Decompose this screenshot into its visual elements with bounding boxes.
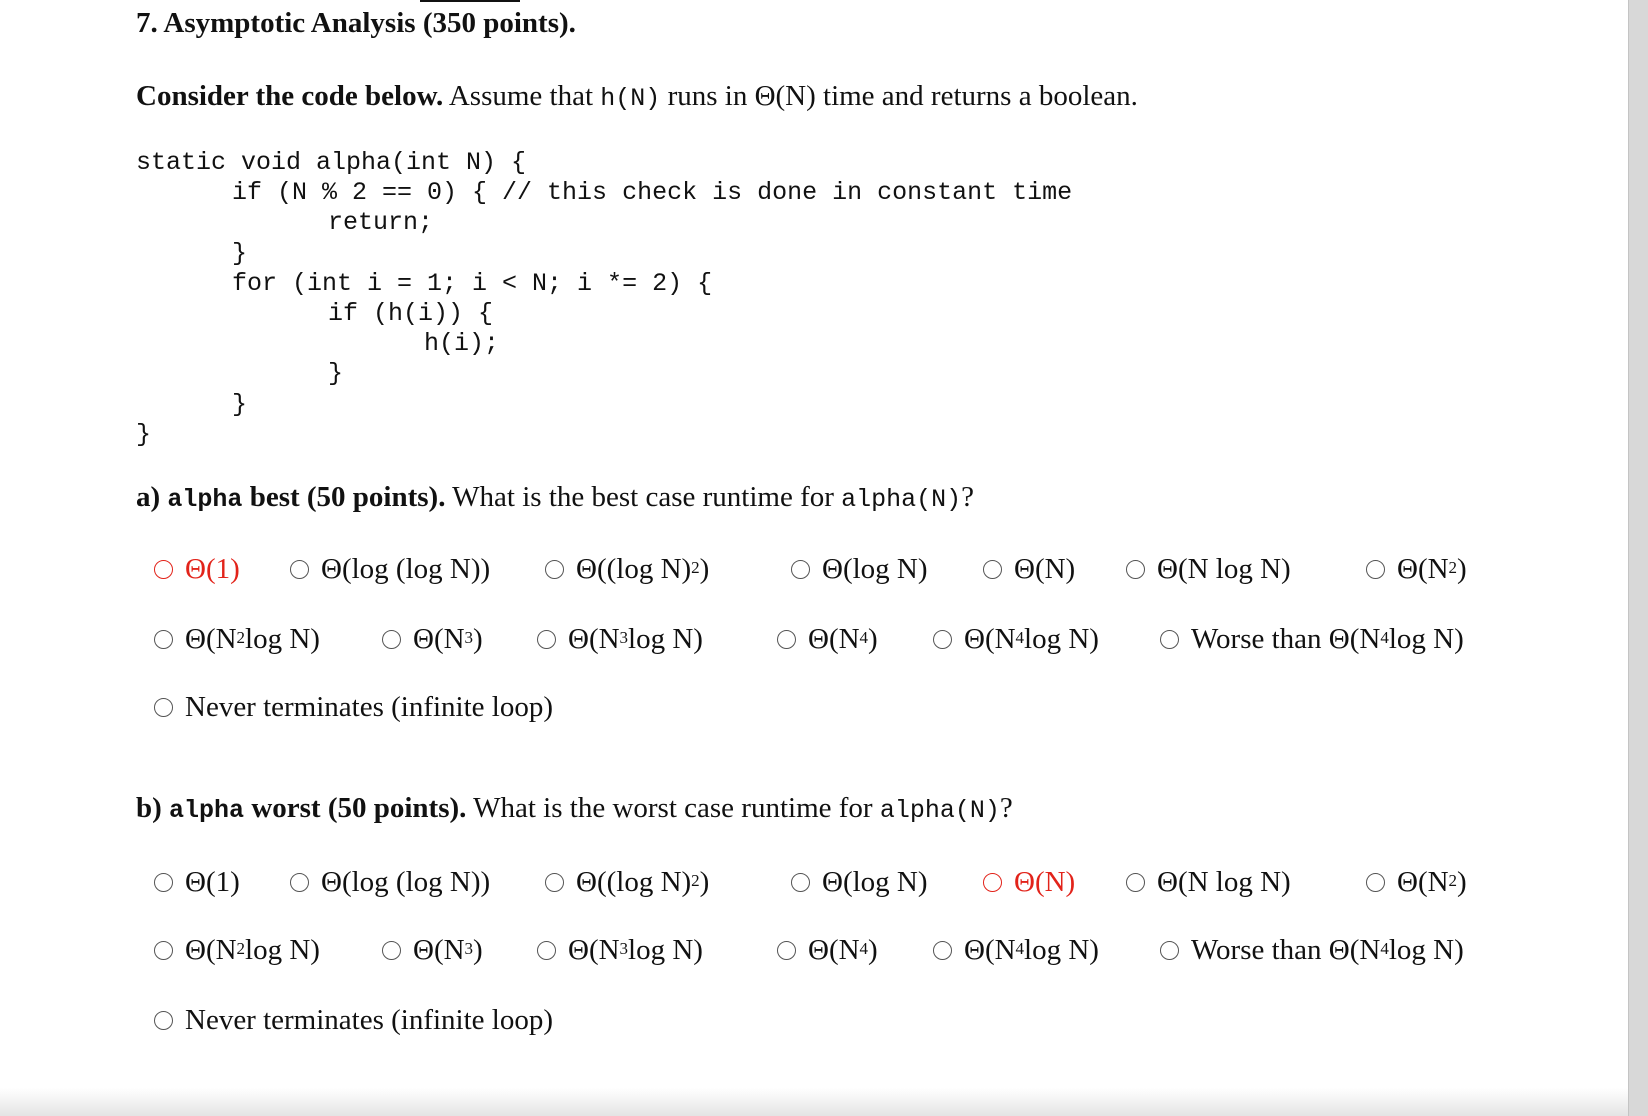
runtime-option[interactable] <box>290 553 490 586</box>
radio-button[interactable] <box>154 560 173 579</box>
radio-button[interactable] <box>983 873 1002 892</box>
part-label: a) <box>136 481 168 513</box>
runtime-option[interactable]: Θ(N $^2$ log N) <box>154 934 320 967</box>
option-label: Θ(N <box>964 934 1016 966</box>
radio-button[interactable] <box>933 941 952 960</box>
part-a-prompt <box>136 481 974 514</box>
option-label-tail: ) <box>699 866 710 898</box>
radio-button[interactable] <box>290 560 309 579</box>
radio-button[interactable] <box>382 941 401 960</box>
radio-button[interactable] <box>983 560 1002 579</box>
radio-button[interactable] <box>791 873 810 892</box>
runtime-option[interactable]: Θ(N $^3$ log N) <box>537 934 703 967</box>
option-label: Θ(N <box>808 623 860 655</box>
scrollbar-track[interactable] <box>1628 0 1648 1116</box>
part-b-prompt <box>136 792 1013 825</box>
radio-button[interactable] <box>545 873 564 892</box>
runtime-option[interactable]: Θ(N $^2$ ) <box>1366 553 1467 586</box>
code-line: static void alpha(int N) { <box>136 148 527 177</box>
code-block <box>136 148 1072 450</box>
code-line: for (int i = 1; i < N; i *= 2) { <box>232 268 713 298</box>
option-label-tail: ) <box>473 623 483 655</box>
runtime-option[interactable]: Θ(N $^4$ log N) <box>933 934 1099 967</box>
option-label: Θ(1) <box>185 553 240 585</box>
question-intro <box>136 80 1138 113</box>
option-label: Θ(N <box>413 623 465 655</box>
radio-button[interactable] <box>154 630 173 649</box>
option-label: Θ(N <box>568 623 620 655</box>
option-label: Θ(log (log N)) <box>321 866 491 898</box>
option-label: Never terminates (infinite loop) <box>185 1004 554 1036</box>
option-label-tail: ) <box>473 934 483 966</box>
option-label: Θ(log (log N)) <box>321 553 491 585</box>
option-label: Θ(N <box>413 934 465 966</box>
option-label: Worse than Θ(N <box>1191 934 1381 966</box>
part-label: b) <box>136 792 170 824</box>
radio-button[interactable] <box>154 698 173 717</box>
option-label: Θ(N <box>185 934 237 966</box>
code-line: } <box>136 419 152 449</box>
runtime-option[interactable] <box>154 553 240 586</box>
option-label: Θ(N log N) <box>1157 866 1291 898</box>
option-label: Θ(N <box>808 934 860 966</box>
option-label-tail: ) <box>1457 866 1467 898</box>
radio-button[interactable] <box>382 630 401 649</box>
option-label-tail: ) <box>868 934 878 966</box>
runtime-option[interactable]: Θ(N $^2$ log N) <box>154 623 320 656</box>
radio-button[interactable] <box>777 630 796 649</box>
runtime-option[interactable] <box>290 866 490 899</box>
runtime-option[interactable]: Worse than Θ(N $^4$ log N) <box>1160 623 1464 656</box>
runtime-option[interactable]: Θ(N $^3$ ) <box>382 623 483 656</box>
part-question: What is the worst case runtime for <box>466 792 880 824</box>
option-label: Θ(N log N) <box>1157 553 1291 585</box>
option-label-tail: log N) <box>1388 934 1464 966</box>
code-line: if (h(i)) { <box>328 298 494 328</box>
option-label: Worse than Θ(N <box>1191 623 1381 655</box>
option-label: Θ(N <box>568 934 620 966</box>
radio-button[interactable] <box>290 873 309 892</box>
radio-button[interactable] <box>1160 630 1179 649</box>
intro-code: h(N) <box>600 84 661 113</box>
option-label: Θ(N <box>1397 553 1449 585</box>
radio-button[interactable] <box>1126 560 1145 579</box>
runtime-option[interactable]: Θ((log N) $^2$ ) <box>545 866 709 899</box>
runtime-option[interactable]: Worse than Θ(N $^4$ log N) <box>1160 934 1464 967</box>
option-label: Θ((log N) <box>576 553 692 585</box>
runtime-option[interactable]: Θ(N $^4$ log N) <box>933 623 1099 656</box>
option-label: Never terminates (infinite loop) <box>185 691 554 723</box>
intro-bold: Consider the code below. <box>136 80 444 112</box>
code-line: h(i); <box>424 329 500 359</box>
runtime-option[interactable] <box>154 691 553 724</box>
radio-button[interactable] <box>537 941 556 960</box>
option-label: Θ(1) <box>185 866 240 898</box>
radio-button[interactable] <box>1160 941 1179 960</box>
option-label: Θ(N <box>185 623 237 655</box>
runtime-option[interactable]: Θ(N $^3$ log N) <box>537 623 703 656</box>
page-bottom-shadow <box>0 1088 1628 1116</box>
radio-button[interactable] <box>933 630 952 649</box>
option-label-tail: log N) <box>628 623 703 655</box>
option-label-tail: log N) <box>245 623 320 655</box>
option-label: Θ(N) <box>1014 866 1076 898</box>
runtime-option[interactable]: Θ(N $^4$ ) <box>777 623 878 656</box>
runtime-option[interactable]: Θ((log N) $^2$ ) <box>545 553 709 586</box>
option-label: Θ(N) <box>1014 553 1076 585</box>
code-line: return; <box>328 208 434 238</box>
code-line: } <box>328 359 344 389</box>
radio-button[interactable] <box>777 941 796 960</box>
part-case-label: best (50 points). <box>242 481 446 513</box>
code-line: if (N % 2 == 0) { // this check is done in constant time <box>232 178 1073 208</box>
option-label-tail: ) <box>868 623 878 655</box>
part-case-label: worst (50 points). <box>244 792 467 824</box>
option-label: Θ(log N) <box>822 866 928 898</box>
option-label-tail: ) <box>1457 553 1467 585</box>
runtime-option[interactable] <box>791 553 928 586</box>
option-label-tail: ) <box>699 553 710 585</box>
code-line: } <box>232 238 248 268</box>
part-question: What is the best case runtime for <box>445 481 842 513</box>
runtime-option[interactable] <box>791 866 928 899</box>
option-label: Θ((log N) <box>576 866 692 898</box>
runtime-option[interactable]: Θ(N $^3$ ) <box>382 934 483 967</box>
part-question-code: alpha(N) <box>841 485 962 514</box>
code-line: } <box>232 389 248 419</box>
runtime-option[interactable] <box>983 553 1075 586</box>
intro-post: runs in Θ(N) time and returns a boolean. <box>660 80 1138 112</box>
radio-button[interactable] <box>791 560 810 579</box>
option-label-tail: log N) <box>245 934 320 966</box>
part-question-end: ? <box>961 481 975 513</box>
option-label-tail: log N) <box>628 934 703 966</box>
radio-button[interactable] <box>154 873 173 892</box>
question-title: 7. Asymptotic Analysis (350 points). <box>136 7 576 39</box>
runtime-option[interactable] <box>1126 866 1291 899</box>
previous-blank-underline <box>420 0 520 2</box>
part-question-code: alpha(N) <box>879 796 1000 825</box>
runtime-option[interactable]: Θ(N $^4$ ) <box>777 934 878 967</box>
part-func: alpha <box>169 796 245 825</box>
option-label-tail: log N) <box>1388 623 1464 655</box>
runtime-option[interactable] <box>154 866 240 899</box>
radio-button[interactable] <box>545 560 564 579</box>
runtime-option[interactable] <box>154 1004 553 1037</box>
radio-button[interactable] <box>1366 560 1385 579</box>
radio-button[interactable] <box>537 630 556 649</box>
radio-button[interactable] <box>154 941 173 960</box>
option-label: Θ(N <box>1397 866 1449 898</box>
part-question-end: ? <box>999 792 1013 824</box>
radio-button[interactable] <box>154 1011 173 1030</box>
part-func: alpha <box>167 485 243 514</box>
radio-button[interactable] <box>1126 873 1145 892</box>
radio-button[interactable] <box>1366 873 1385 892</box>
runtime-option[interactable] <box>983 866 1075 899</box>
runtime-option[interactable] <box>1126 553 1291 586</box>
option-label-tail: log N) <box>1024 623 1099 655</box>
runtime-option[interactable]: Θ(N $^2$ ) <box>1366 866 1467 899</box>
option-label-tail: log N) <box>1024 934 1099 966</box>
intro-pre: Assume that <box>443 80 601 112</box>
option-label: Θ(log N) <box>822 553 928 585</box>
option-label: Θ(N <box>964 623 1016 655</box>
